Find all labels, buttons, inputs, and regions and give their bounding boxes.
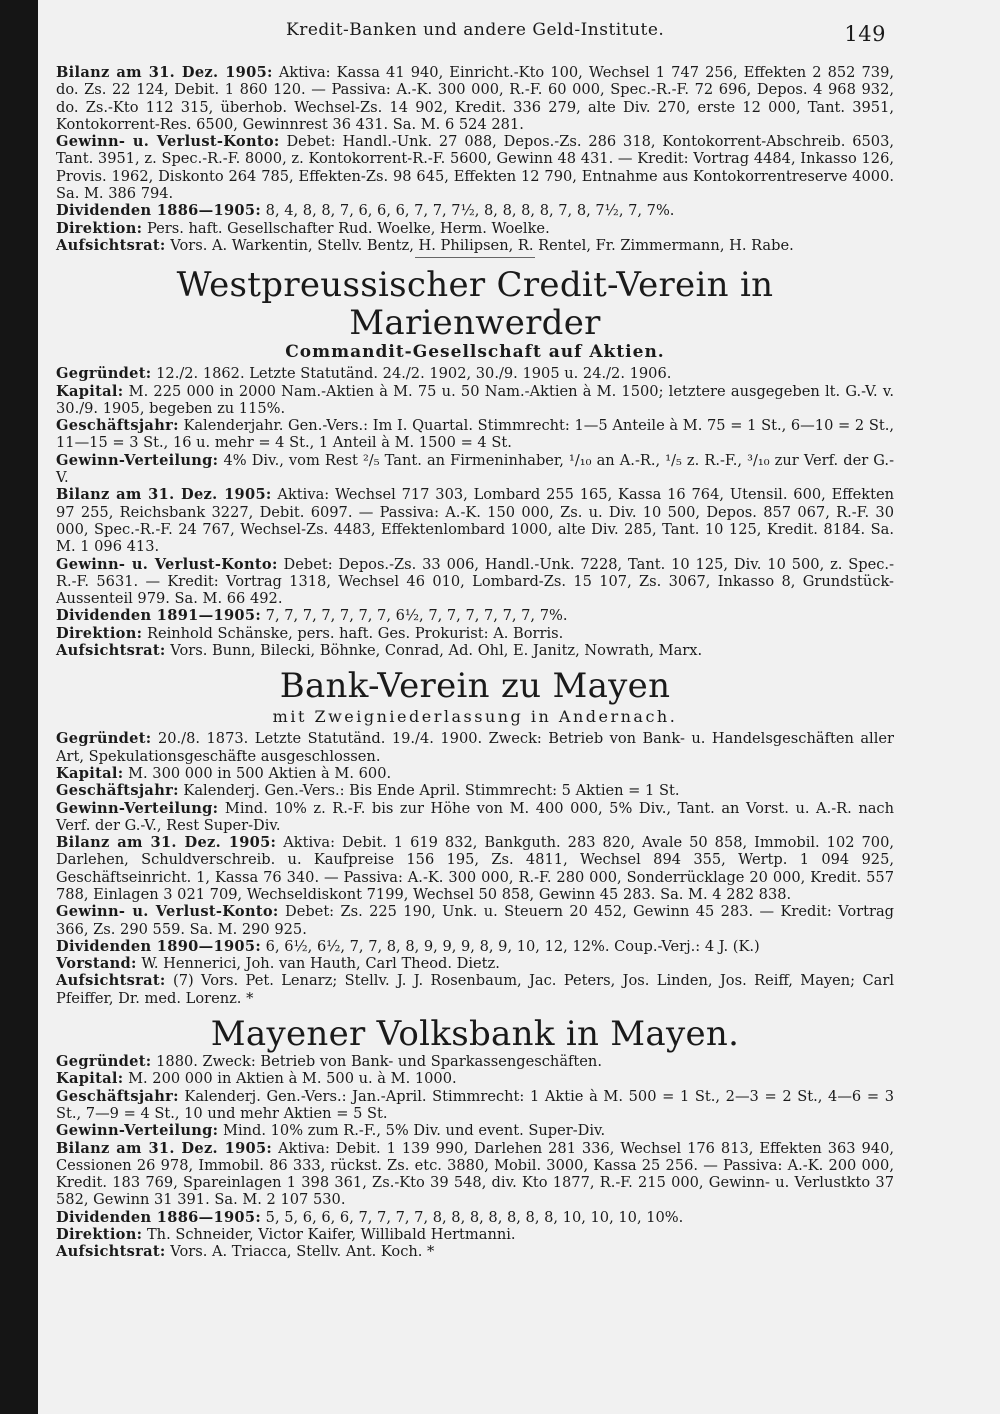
entry-bilanz: Bilanz am 31. Dez. 1905: Aktiva: Kassa 41 940, Einricht.-Kto 100, Wechsel 1 747 256, Effekten 2 852 739, do. Zs. 22 124, Debit. 1 860 120. — Passiva: A.-K. 300 000, R.-F. 60 000, Spec.-R.-F. 72 696, Depos. 4 968 932, do. Zs.-Kto 112 315, überhob. Wechsel-Zs. 14 902, Kredit. 336 279, alte Div. 270, erste 12 000, Tant. 3951, Kontokorrent-Res. 6500, Gewinnrest 36 431. Sa. M. 6 524 281. [56, 64, 895, 133]
entry-bilanz: Bilanz am 31. Dez. 1905: Aktiva: Wechsel 717 303, Lombard 255 165, Kassa 16 764, Utensil. 600, Effekten 97 255, Reichsbank 3227, Debit. 6097. — Passiva: A.-K. 150 000, Zs. u. Div. 10 500, Depos. 857 067, R.-F. 30 000, Spec.-R.-F. 24 767, Wechsel-Zs. 4483, Effektenlombard 1000, alte Div. 285, Tant. 10 125, Kredit. 8184. Sa. M. 1 096 413. [56, 486, 894, 556]
entry-direktion: Direktion: Pers. haft. Gesellschafter Rud. Woelke, Herm. Woelke. [56, 219, 550, 237]
entry-gewinn-verteilung: Gewinn-Verteilung: 4% Div., vom Rest ²/₅ Tant. an Firmeninhaber, ¹/₁₀ an A.-R., ¹/₅ z. R.-F., ³/₁₀ zur Verf. der G.-V. [56, 451, 895, 487]
page-binding-edge [0, 0, 38, 1414]
entry-geschaeftsjahr: Geschäftsjahr: Kalenderj. Gen.-Vers.: Bis Ende April. Stimmrecht: 5 Aktien = 1 St. [56, 782, 680, 800]
entry-kapital: Kapital: M. 225 000 in 2000 Nam.-Aktien à M. 75 u. 50 Nam.-Aktien à M. 1500; letztere ausgegeben lt. G.-V. v. 30./9. 1905, begeben zu 115%. [56, 382, 894, 417]
entry-gegruendet: Gegründet: 1880. Zweck: Betrieb von Bank- und Sparkassengeschäften. [56, 1053, 602, 1071]
entry-gewinn-verteilung: Gewinn-Verteilung: Mind. 10% zum R.-F., 5% Div. und event. Super-Div. [56, 1122, 606, 1140]
section-westpreussischer-credit-verein [56, 266, 894, 659]
page-content [56, 64, 894, 1261]
entry-aufsichtsrat: Aufsichtsrat: Vors. A. Warkentin, Stellv. Bentz, H. Philipsen, R. Rentel, Fr. Zimmermann, H. Rabe. [56, 236, 794, 254]
running-header-title: Kredit-Banken und andere Geld-Institute. [286, 20, 665, 40]
entry-dividenden: Dividenden 1886—1905: 8, 4, 8, 8, 7, 6, 6, 6, 7, 7, 7½, 8, 8, 8, 8, 7, 8, 7½, 7, 7%. [56, 202, 675, 220]
entry-dividenden: Dividenden 1890—1905: 6, 6½, 6½, 7, 7, 8, 8, 9, 9, 9, 8, 9, 10, 12, 12%. Coup.-Verj.: 4 J. (K.) [56, 937, 760, 955]
section-title: Bank-Verein zu Mayen [279, 666, 671, 707]
entry-geschaeftsjahr: Geschäftsjahr: Kalenderjahr. Gen.-Vers.: Im I. Quartal. Stimmrecht: 1—5 Anteile à M. 75 = 1 St., 6—10 = 2 St., 11—15 = 3 St., 16 u. mehr = 4 St., 1 Anteil à M. 1500 = 4 St. [56, 417, 895, 452]
entry-direktion: Direktion: Th. Schneider, Victor Kaifer, Willibald Hertmanni. [56, 1226, 516, 1244]
entry-gegruendet: Gegründet: 12./2. 1862. Letzte Statutänd. 24./2. 1902, 30./9. 1905 u. 24./2. 1906. [56, 365, 672, 383]
entry-gegruendet: Gegründet: 20./8. 1873. Letzte Statutänd. 19./4. 1900. Zweck: Betrieb von Bank- u. Handelsgeschäften aller Art, Spekulationsgeschäfte ausgeschlossen. [56, 730, 894, 765]
entry-kapital: Kapital: M. 200 000 in Aktien à M. 500 u. à M. 1000. [56, 1070, 457, 1088]
entry-vorstand: Vorstand: W. Hennerici, Joh. van Hauth, Carl Theod. Dietz. [56, 955, 500, 973]
entry-dividenden: Dividenden 1886—1905: 5, 5, 6, 6, 6, 7, 7, 7, 7, 8, 8, 8, 8, 8, 8, 8, 10, 10, 10, 10%. [56, 1208, 684, 1226]
section-bank-verein-mayen [56, 667, 894, 1007]
section-subtitle: mit Zweigniederlassung in Andernach. [272, 707, 678, 727]
entry-gewinn-verlust: Gewinn- u. Verlust-Konto: Debet: Zs. 225 190, Unk. u. Steuern 20 452, Gewinn 45 283. — Kredit: Vortrag 366, Zs. 290 559. Sa. M. 290 925. [56, 903, 894, 938]
entry-gewinn-verteilung: Gewinn-Verteilung: Mind. 10% z. R.-F. bis zur Höhe von M. 400 000, 5% Div., Tant. an Vorst. u. A.-R. nach Verf. der G.-V., Rest Super-Div. [56, 799, 894, 834]
section-divider [415, 257, 535, 258]
entry-aufsichtsrat: Aufsichtsrat: (7) Vors. Pet. Lenarz; Stellv. J. J. Rosenbaum, Jac. Peters, Jos. Linden, Jos. Reiff, Mayen; Carl Pfeiffer, Dr. med. Lorenz. * [56, 972, 894, 1007]
section-mayener-volksbank [56, 1015, 894, 1261]
entry-gewinn-verlust: Gewinn- u. Verlust-Konto: Debet: Handl.-Unk. 27 088, Depos.-Zs. 286 318, Kontokorrent-Abschreib. 6503, Tant. 3951, z. Spec.-R.-F. 8000, z. Kontokorrent-R.-F. 5600, Gewinn 48 431. — Kredit: Vortrag 4484, Inkasso 126, Provis. 1962, Diskonto 264 785, Effekten-Zs. 98 645, Effekten 12 790, Entnahme aus Kontokorrentreserve 4000. Sa. M. 386 794. [56, 133, 894, 203]
entry-bilanz: Bilanz am 31. Dez. 1905: Aktiva: Debit. 1 139 990, Darlehen 281 336, Wechsel 176 813, Effekten 363 940, Cessionen 26 978, Immobil. 86 333, rückst. Zs. etc. 3880, Mobil. 3000, Kassa 25 256. — Passiva: A.-K. 200 000, Kredit. 183 769, Spareinlagen 1 398 361, Zs.-Kto 39 548, div. Kto 1877, R.-F. 215 000, Gewinn- u. Verlustkto 37 582, Gewinn 31 391. Sa. M. 2 107 530. [56, 1139, 894, 1209]
entry-aufsichtsrat: Aufsichtsrat: Vors. A. Triacca, Stellv. Ant. Koch. * [56, 1243, 435, 1261]
entry-geschaeftsjahr: Geschäftsjahr: Kalenderj. Gen.-Vers.: Jan.-April. Stimmrecht: 1 Aktie à M. 500 = 1 St., 2—3 = 2 St., 4—6 = 3 St., 7—9 = 4 St., 10 und mehr Aktien = 5 St. [56, 1087, 894, 1122]
section-title: Mayener Volksbank in Mayen. [210, 1014, 740, 1055]
entry-kapital: Kapital: M. 300 000 in 500 Aktien à M. 600. [56, 764, 392, 782]
section-title: Westpreussischer Credit-Verein in Marienwerder [176, 265, 774, 344]
entry-gewinn-verlust: Gewinn- u. Verlust-Konto: Debet: Depos.-Zs. 33 006, Handl.-Unk. 7228, Tant. 10 125, Div. 10 500, z. Spec.-R.-F. 5631. — Kredit: Vortrag 1318, Wechsel 46 010, Lombard-Zs. 15 107, Zs. 3067, Inkasso 8, Grundstück-Aussenteil 979. Sa. M. 66 492. [56, 555, 894, 608]
entry-direktion: Direktion: Reinhold Schänske, pers. haft. Ges. Prokurist: A. Borris. [56, 624, 564, 642]
section-continued-bank [56, 64, 894, 254]
entry-dividenden: Dividenden 1891—1905: 7, 7, 7, 7, 7, 7, 7, 6½, 7, 7, 7, 7, 7, 7, 7%. [56, 607, 568, 625]
entry-aufsichtsrat: Aufsichtsrat: Vors. Bunn, Bilecki, Böhnke, Conrad, Ad. Ohl, E. Janitz, Nowrath, Marx. [56, 642, 703, 660]
running-header [286, 18, 886, 52]
section-subtitle: Commandit-Gesellschaft auf Aktien. [285, 342, 665, 363]
entry-bilanz: Bilanz am 31. Dez. 1905: Aktiva: Debit. 1 619 832, Bankguth. 283 820, Avale 50 858, Immobil. 102 700, Darlehen, Schuldverschreib. u. Kaufpreise 156 195, Zs. 4811, Wechsel 894 355, Wertp. 1 094 925, Geschäftseinricht. 1, Kassa 76 340. — Passiva: A.-K. 300 000, R.-F. 280 000, Sonderrücklage 20 000, Kredit. 557 788, Einlagen 3 021 709, Wechseldiskont 7199, Wechsel 50 858, Gewinn 45 283. Sa. M. 4 282 838. [56, 834, 894, 903]
page-number: 149 [844, 22, 886, 46]
